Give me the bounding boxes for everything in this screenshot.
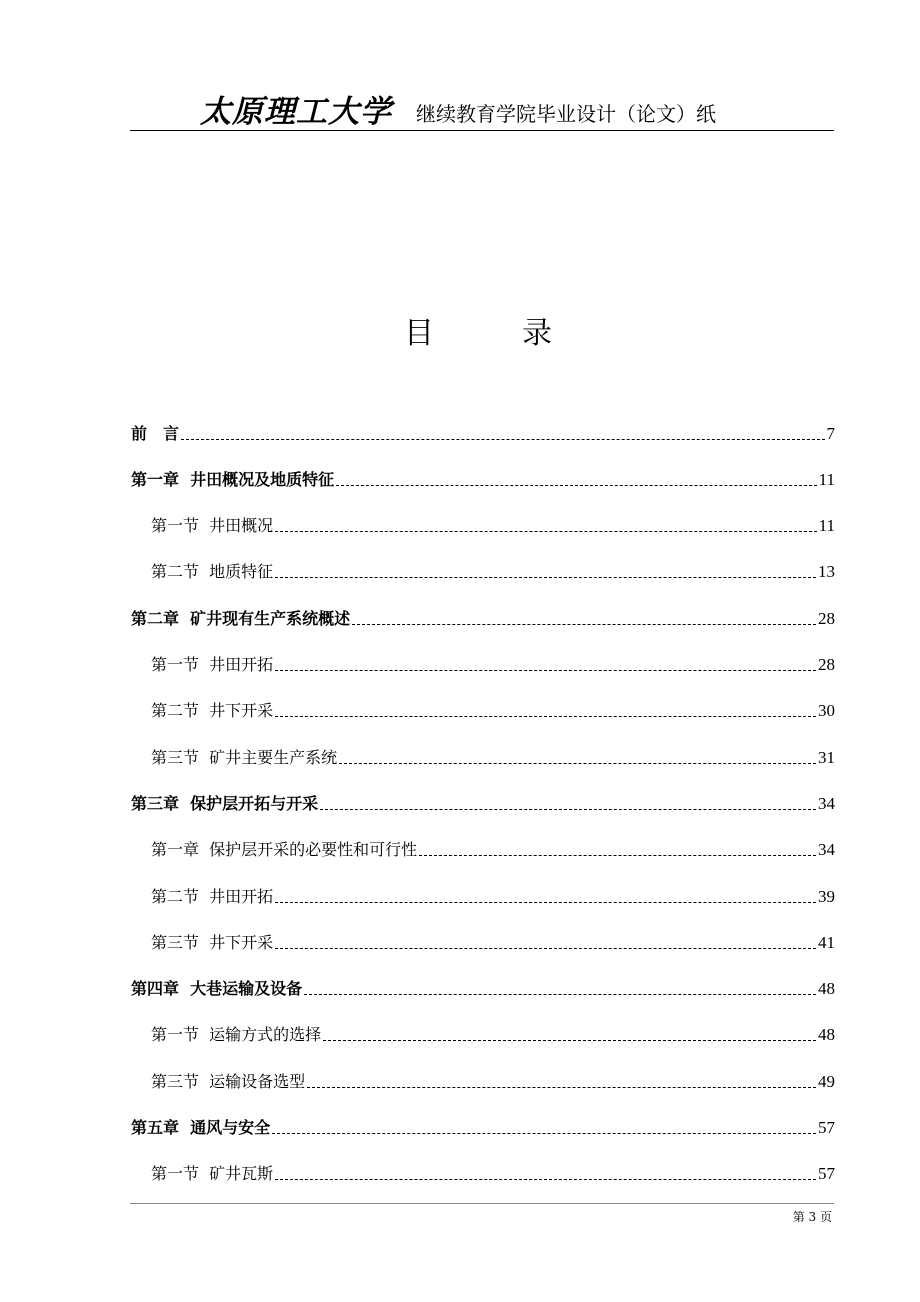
toc-entry-title: 第一章 保护层开采的必要性和可行性 (151, 840, 418, 859)
toc-entry-title: 第一节 矿井瓦斯 (151, 1164, 274, 1183)
title-part-1: 目 (404, 316, 434, 351)
leader-dots (181, 439, 824, 440)
toc-entry[interactable] (131, 722, 835, 768)
leader-dots (323, 1040, 816, 1041)
toc-entry[interactable] (131, 490, 835, 536)
toc-entry[interactable] (131, 768, 835, 814)
toc-entry-page: 28 (818, 655, 835, 674)
leader-dots (275, 902, 816, 903)
toc-entry-page: 48 (818, 1025, 835, 1044)
toc-entry-title: 第二节 井下开采 (151, 701, 274, 720)
toc-entry-page: 34 (818, 794, 835, 813)
header-title: 继续教育学院毕业设计（论文）纸 (416, 102, 716, 126)
toc-entry-title: 第五章 通风与安全 (131, 1118, 271, 1137)
leader-dots (320, 809, 816, 810)
leader-dots (339, 763, 816, 764)
title-part-2: 录 (522, 316, 552, 351)
leader-dots (275, 948, 816, 949)
leader-dots (307, 1087, 816, 1088)
university-logo: 太原理工大学 (200, 94, 392, 130)
toc-entry[interactable] (131, 398, 835, 444)
toc-entry-page: 39 (818, 887, 835, 906)
toc-entry[interactable] (131, 999, 835, 1045)
toc-entry-title: 第二节 地质特征 (151, 562, 274, 581)
toc-entry-title: 第一节 运输方式的选择 (151, 1025, 322, 1044)
toc-entry[interactable] (131, 1138, 835, 1184)
toc-entry-page: 49 (818, 1072, 835, 1091)
toc-entry-page: 34 (818, 840, 835, 859)
footer-divider (130, 1203, 834, 1204)
toc-entry[interactable] (131, 583, 835, 629)
toc-entry-page: 57 (818, 1164, 835, 1183)
toc-entry-title: 第二章 矿井现有生产系统概述 (131, 609, 351, 628)
toc-entry-page: 28 (818, 609, 835, 628)
toc-entry[interactable] (131, 907, 835, 953)
toc-entry-title: 第二节 井田开拓 (151, 887, 274, 906)
leader-dots (352, 624, 816, 625)
toc-entry-title: 第三节 运输设备选型 (151, 1072, 306, 1091)
toc-entry[interactable] (131, 629, 835, 675)
toc-entry[interactable] (131, 675, 835, 721)
toc-entry-title: 第四章 大巷运输及设备 (131, 979, 303, 998)
toc-entry[interactable] (131, 861, 835, 907)
toc-entry-page: 7 (826, 424, 835, 443)
leader-dots (272, 1133, 816, 1134)
page-header (130, 80, 834, 131)
toc-entry-title: 前 言 (131, 424, 180, 443)
toc-entry[interactable] (131, 814, 835, 860)
toc-entry-title: 第三章 保护层开拓与开采 (131, 794, 319, 813)
leader-dots (304, 994, 816, 995)
document-title (404, 308, 552, 352)
toc-entry-page: 30 (818, 701, 835, 720)
toc-entry-title: 第一章 井田概况及地质特征 (131, 470, 335, 489)
leader-dots (275, 716, 816, 717)
toc-entry-title: 第一节 井田开拓 (151, 655, 274, 674)
toc-entry[interactable] (131, 953, 835, 999)
leader-dots (275, 1179, 816, 1180)
leader-dots (275, 531, 816, 532)
toc-entry[interactable] (131, 1092, 835, 1138)
toc-entry-title: 第三节 矿井主要生产系统 (151, 748, 338, 767)
leader-dots (275, 577, 816, 578)
leader-dots (336, 485, 816, 486)
toc-entry-page: 48 (818, 979, 835, 998)
page-number: 第 3 页 (792, 1210, 832, 1224)
toc-entry[interactable] (131, 1046, 835, 1092)
toc-entry[interactable] (131, 444, 835, 490)
toc-entry-page: 13 (818, 562, 835, 581)
toc-entry-page: 57 (818, 1118, 835, 1137)
toc-entry-title: 第三节 井下开采 (151, 933, 274, 952)
leader-dots (419, 855, 816, 856)
toc-entry-page: 41 (818, 933, 835, 952)
toc-entry-page: 11 (818, 470, 835, 489)
leader-dots (275, 670, 816, 671)
toc-entry[interactable] (131, 536, 835, 582)
toc-entry-page: 11 (818, 516, 835, 535)
toc-entry-title: 第一节 井田概况 (151, 516, 274, 535)
toc-entry-page: 31 (818, 748, 835, 767)
